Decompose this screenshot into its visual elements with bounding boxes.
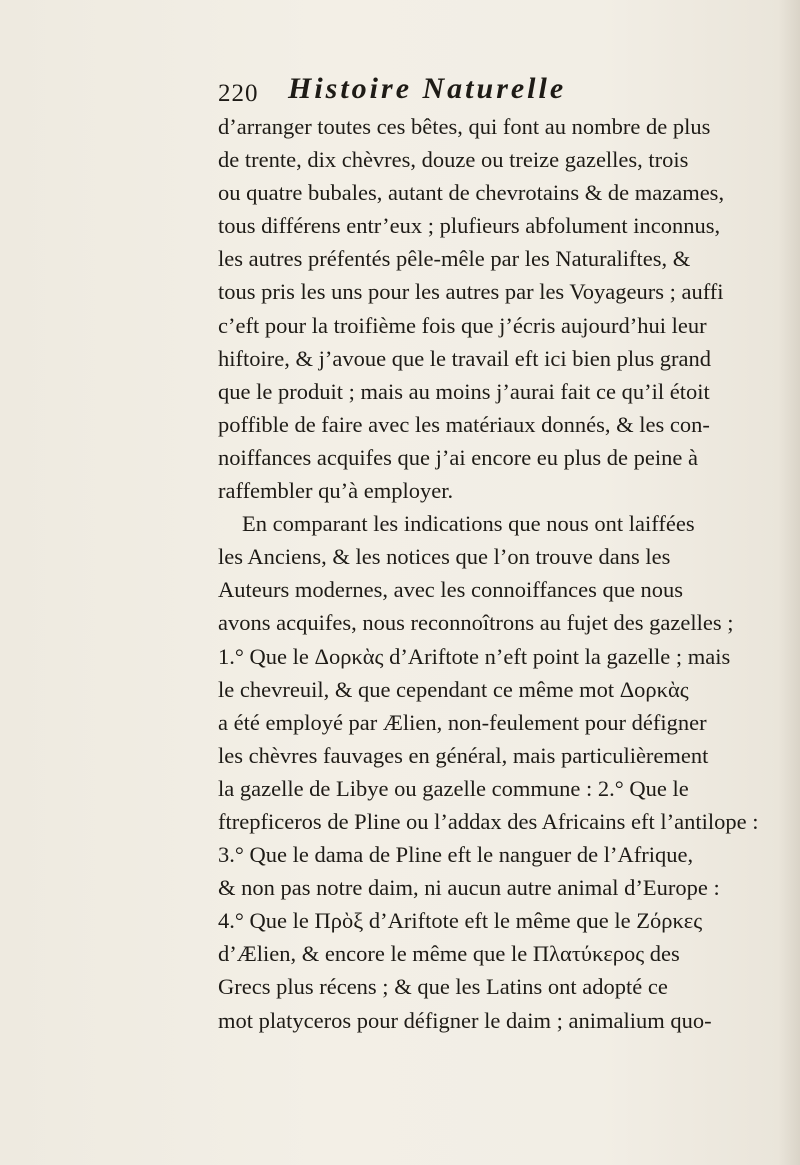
text-line: 3.° Que le dama de Pline eft le nanguer de l’Afrique, bbox=[218, 842, 694, 868]
text-line: les Anciens, & les notices que l’on trouve dans les bbox=[218, 544, 671, 570]
text-line: hiftoire, & j’avoue que le travail eft ici bien plus grand bbox=[218, 345, 711, 371]
text-line: En comparant les indications que nous ont laiffées bbox=[242, 511, 695, 537]
text-line: avons acquifes, nous reconnoîtrons au fujet des gazelles ; bbox=[218, 610, 734, 636]
text-line: 1.° Que le Δορκὰς d’Ariftote n’eft point la gazelle ; mais bbox=[218, 643, 731, 669]
page-number: 220 bbox=[218, 80, 259, 107]
text-line: c’eft pour la troifième fois que j’écris aujourd’hui leur bbox=[218, 312, 707, 338]
text-line: 4.° Que le Πρὸξ d’Ariftote eft le même que le Ζόρκες bbox=[218, 908, 703, 934]
text-line: Grecs plus récens ; & que les Latins ont adopté ce bbox=[218, 974, 668, 1000]
text-line: Auteurs modernes, avec les connoiffances que nous bbox=[218, 577, 684, 603]
text-line: d’Ælien, & encore le même que le Πλατύκερος des bbox=[218, 941, 680, 967]
text-line: & non pas notre daim, ni aucun autre animal d’Europe : bbox=[218, 875, 720, 901]
running-title: Histoire Naturelle bbox=[288, 72, 567, 105]
text-line: le chevreuil, & que cependant ce même mot Δορκὰς bbox=[218, 676, 689, 702]
text-line: que le produit ; mais au moins j’aurai fait ce qu’il étoit bbox=[218, 378, 710, 404]
body-text bbox=[218, 110, 759, 1037]
page-edge-shadow bbox=[778, 0, 800, 1165]
text-line: les chèvres fauvages en général, mais particulièrement bbox=[218, 742, 709, 768]
text-line: ou quatre bubales, autant de chevrotains & de mazames, bbox=[218, 180, 725, 206]
text-line: la gazelle de Libye ou gazelle commune : 2.° Que le bbox=[218, 775, 689, 801]
text-line: d’arranger toutes ces bêtes, qui font au nombre de plus bbox=[218, 114, 711, 139]
text-line: tous pris les uns pour les autres par les Voyageurs ; auffi bbox=[218, 279, 724, 305]
text-line: raffembler qu’à employer. bbox=[218, 478, 454, 504]
text-line: a été employé par Ælien, non-feulement pour défigner bbox=[218, 709, 707, 735]
running-header bbox=[218, 68, 658, 110]
text-line: noiffances acquifes que j’ai encore eu plus de peine à bbox=[218, 444, 698, 470]
text-line: tous différens entr’eux ; plufieurs abfolument inconnus, bbox=[218, 213, 721, 239]
text-line: mot platyceros pour défigner le daim ; animalium quo- bbox=[218, 1007, 712, 1033]
text-line: ftrepficeros de Pline ou l’addax des Africains eft l’antilope : bbox=[218, 808, 759, 834]
text-line: poffible de faire avec les matériaux donnés, & les con- bbox=[218, 411, 710, 437]
text-line: de trente, dix chèvres, douze ou treize gazelles, trois bbox=[218, 147, 689, 173]
text-line: les autres préfentés pêle-mêle par les Naturaliftes, & bbox=[218, 246, 691, 272]
